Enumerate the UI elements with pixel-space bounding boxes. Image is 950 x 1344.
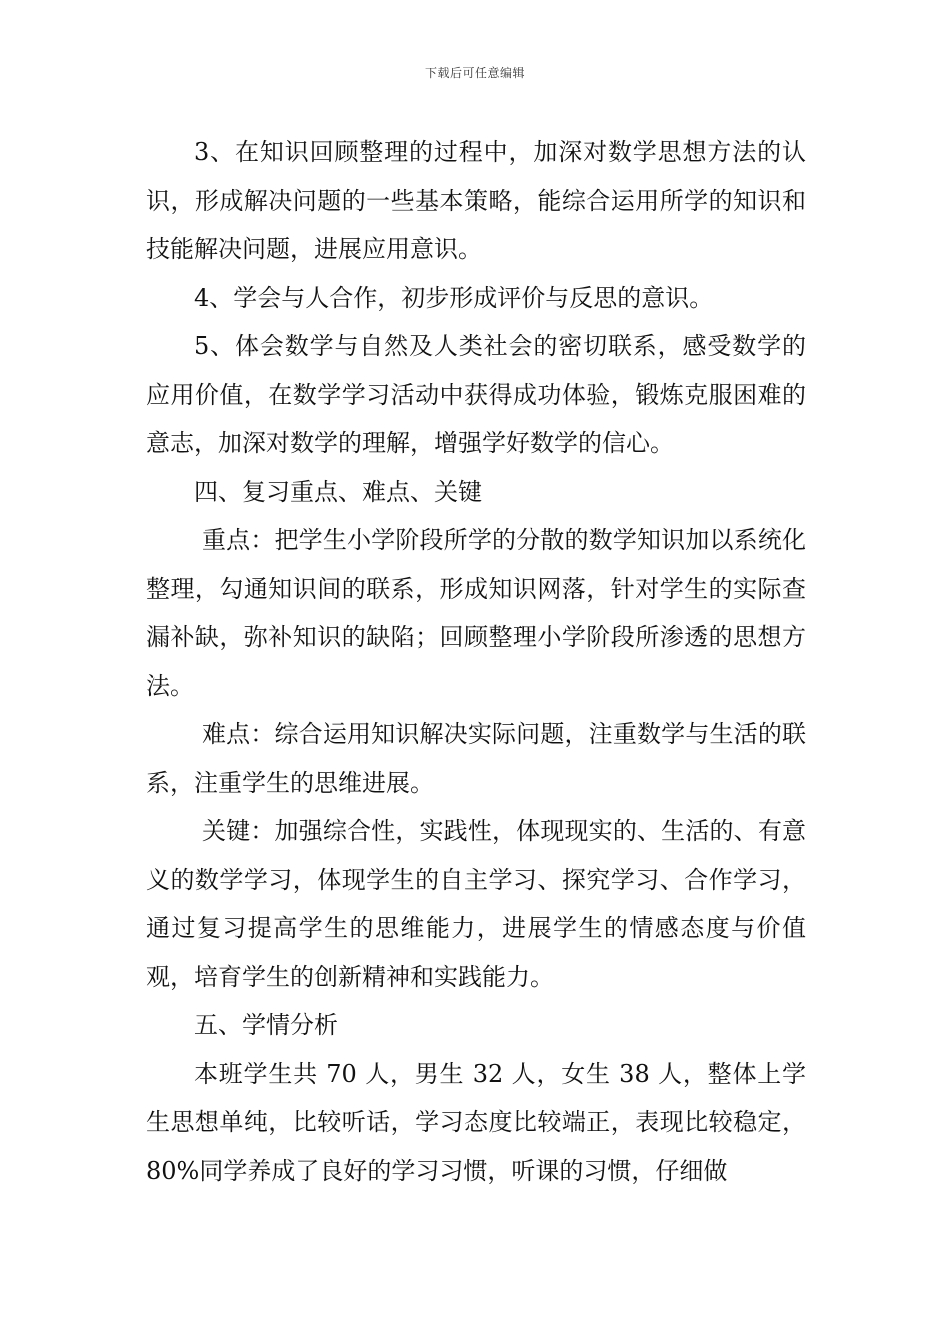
paragraph-goal-4: 4、学会与人合作，初步形成评价与反思的意识。 (194, 283, 714, 312)
paragraph-key-point: 重点：把学生小学阶段所学的分散的数学知识加以系统化整理，勾通知识间的联系，形成知识网落，针对学生的实际查漏补缺，弥补知识的缺陷；回顾整理小学阶段所渗透的思想方法。 (146, 526, 806, 700)
section-heading-5: 五、学情分析 (194, 1011, 338, 1039)
paragraph-analysis: 本班学生共 70 人，男生 32 人，女生 38 人，整体上学生思想单纯，比较听话，学习态度比较端正，表现比较稳定，80%同学养成了良好的学习习惯，听课的习惯，仔细做 (146, 1059, 806, 1185)
page-header: 下载后可任意编辑 (424, 66, 525, 80)
paragraph-goal-3: 3、在知识回顾整理的过程中，加深对数学思想方法的认识，形成解决问题的一些基本策略，能综合运用所学的知识和技能解决问题，进展应用意识。 (146, 138, 806, 263)
paragraph-difficulty: 难点：综合运用知识解决实际问题，注重数学与生活的联系，注重学生的思维进展。 (146, 720, 806, 797)
section-heading-4: 四、复习重点、难点、关键 (194, 477, 482, 506)
document-body (146, 128, 806, 1195)
paragraph-crux: 关键：加强综合性，实践性，体现现实的、生活的、有意义的数学学习，体现学生的自主学习、探究学习、合作学习，通过复习提高学生的思维能力，进展学生的情感态度与价值观，培育学生的创新精神和实践能力。 (146, 817, 806, 991)
paragraph-goal-5: 5、体会数学与自然及人类社会的密切联系，感受数学的应用价值，在数学学习活动中获得成功体验，锻炼克服困难的意志，加深对数学的理解，增强学好数学的信心。 (146, 332, 806, 457)
